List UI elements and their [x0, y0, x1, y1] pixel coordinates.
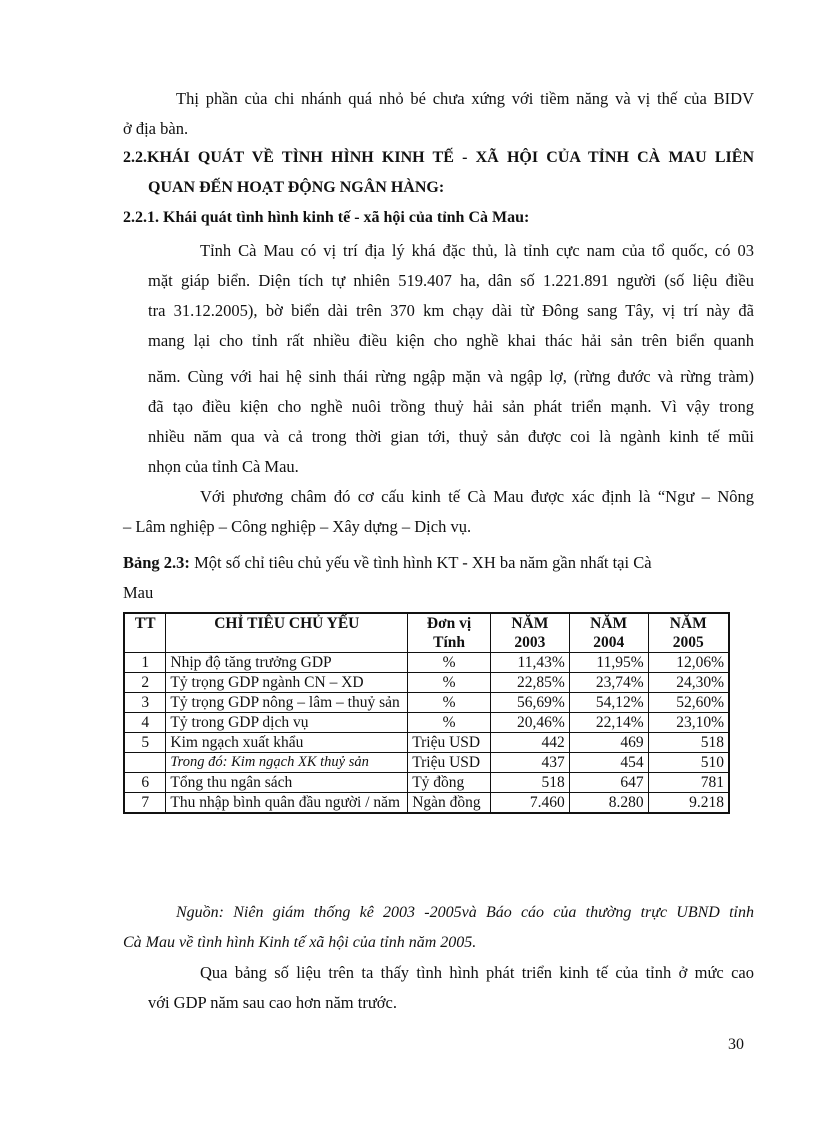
table-row — [124, 713, 729, 733]
cell-2004: 23,74% — [569, 673, 648, 693]
header-tt: TT — [124, 613, 166, 653]
cell-unit: Ngàn đồng — [408, 793, 491, 814]
cell-2005: 510 — [648, 753, 729, 773]
cell-tt — [124, 753, 166, 773]
body1-line-6: đã tạo điều kiện cho nghề nuôi trồng thuỷ hải sản phát triển mạnh. Vì vậy trong — [148, 397, 754, 416]
indicator-table — [123, 612, 730, 814]
header-year-2005: NĂM 2005 — [648, 613, 729, 653]
table-row — [124, 673, 729, 693]
cell-2004: 22,14% — [569, 713, 648, 733]
cell-2005: 52,60% — [648, 693, 729, 713]
table-row — [124, 753, 729, 773]
cell-tt: 4 — [124, 713, 166, 733]
cell-indicator: Tỷ trong GDP dịch vụ — [166, 713, 408, 733]
cell-indicator: Tỷ trọng GDP ngành CN – XD — [166, 673, 408, 693]
cell-2003: 56,69% — [490, 693, 569, 713]
table-caption-label: Bảng 2.3: — [123, 553, 190, 572]
table-caption-line-2: Mau — [123, 583, 154, 602]
intro-line-1: Thị phần của chi nhánh quá nhỏ bé chưa xứng với tiềm năng và vị thế của BIDV — [176, 89, 754, 108]
cell-unit: % — [408, 653, 491, 673]
body1-line-7: nhiều năm qua và cả trong thời gian tới, thuỷ sản được coi là ngành kinh tế mũi — [148, 427, 754, 446]
cell-tt: 5 — [124, 733, 166, 753]
cell-indicator: Thu nhập bình quân đầu người / năm — [166, 793, 408, 814]
cell-tt: 7 — [124, 793, 166, 814]
cell-indicator: Kim ngạch xuất khẩu — [166, 733, 408, 753]
cell-2004: 8.280 — [569, 793, 648, 814]
cell-2005: 12,06% — [648, 653, 729, 673]
cell-2003: 7.460 — [490, 793, 569, 814]
cell-indicator: Nhịp độ tăng trưởng GDP — [166, 653, 408, 673]
cell-2004: 454 — [569, 753, 648, 773]
cell-unit: Tỷ đồng — [408, 773, 491, 793]
body1-line-2: mặt giáp biển. Diện tích tự nhiên 519.407 ha, dân số 1.221.891 người (số liệu điều — [148, 271, 754, 290]
cell-unit: % — [408, 693, 491, 713]
cell-2003: 22,85% — [490, 673, 569, 693]
header-unit: Đơn vị Tính — [408, 613, 491, 653]
cell-2005: 518 — [648, 733, 729, 753]
cell-2005: 24,30% — [648, 673, 729, 693]
body1-line-8: nhọn của tỉnh Cà Mau. — [148, 457, 299, 476]
cell-2004: 647 — [569, 773, 648, 793]
cell-indicator: Tổng thu ngân sách — [166, 773, 408, 793]
body2-line-2: – Lâm nghiệp – Công nghiệp – Xây dựng – Dịch vụ. — [123, 517, 472, 536]
table-row — [124, 733, 729, 753]
cell-2004: 54,12% — [569, 693, 648, 713]
cell-unit: Triệu USD — [408, 753, 491, 773]
cell-tt: 6 — [124, 773, 166, 793]
body1-line-5: năm. Cùng với hai hệ sinh thái rừng ngập mặn và ngập lợ, (rừng đước và rừng tràm) — [148, 367, 754, 386]
cell-tt: 1 — [124, 653, 166, 673]
source-note-line-2: Cà Mau về tình hình Kinh tế xã hội của tỉnh năm 2005. — [123, 934, 477, 951]
cell-2005: 781 — [648, 773, 729, 793]
cell-unit: % — [408, 673, 491, 693]
cell-2005: 23,10% — [648, 713, 729, 733]
table-header-row — [124, 613, 729, 653]
conclusion-line-1: Qua bảng số liệu trên ta thấy tình hình phát triển kinh tế của tỉnh ở mức cao — [200, 963, 754, 982]
cell-2005: 9.218 — [648, 793, 729, 814]
table-row — [124, 693, 729, 713]
body1-line-1: Tỉnh Cà Mau có vị trí địa lý khá đặc thủ, là tỉnh cực nam của tổ quốc, có 03 — [200, 241, 754, 260]
source-note-line-1: Nguồn: Niên giám thống kê 2003 -2005và Báo cáo của thường trực UBND tỉnh — [176, 904, 754, 921]
table-row — [124, 773, 729, 793]
cell-indicator: Trong đó: Kim ngạch XK thuỷ sản — [166, 753, 408, 773]
body2-line-1: Với phương châm đó cơ cấu kinh tế Cà Mau được xác định là “Ngư – Nông — [200, 487, 754, 506]
subsection-heading: 2.2.1. Khái quát tình hình kinh tế - xã hội của tỉnh Cà Mau: — [123, 209, 530, 226]
conclusion-line-2: với GDP năm sau cao hơn năm trước. — [148, 993, 397, 1012]
cell-unit: % — [408, 713, 491, 733]
table-caption-text: Một số chỉ tiêu chủ yếu về tình hình KT - XH ba năm gần nhất tại Cà — [189, 553, 652, 572]
table-caption — [123, 548, 754, 578]
section-heading-line-1: 2.2.KHÁI QUÁT VỀ TÌNH HÌNH KINH TẾ - XÃ HỘI CỦA TỈNH CÀ MAU LIÊN — [123, 149, 754, 166]
table-row — [124, 793, 729, 814]
body1-line-4: mang lại cho tỉnh rất nhiều điều kiện cho nghề khai thác hải sản trên biển quanh — [148, 331, 754, 350]
cell-tt: 3 — [124, 693, 166, 713]
cell-2003: 442 — [490, 733, 569, 753]
header-year-2004: NĂM 2004 — [569, 613, 648, 653]
section-heading-line-2: QUAN ĐẾN HOẠT ĐỘNG NGÂN HÀNG: — [148, 179, 445, 196]
cell-2003: 20,46% — [490, 713, 569, 733]
cell-2003: 437 — [490, 753, 569, 773]
intro-line-2: ở địa bàn. — [123, 119, 189, 138]
cell-tt: 2 — [124, 673, 166, 693]
cell-2003: 11,43% — [490, 653, 569, 673]
cell-unit: Triệu USD — [408, 733, 491, 753]
page-number: 30 — [728, 1036, 744, 1053]
header-indicator: CHỈ TIÊU CHỦ YẾU — [166, 613, 408, 653]
cell-2004: 469 — [569, 733, 648, 753]
header-year-2003: NĂM 2003 — [490, 613, 569, 653]
cell-2003: 518 — [490, 773, 569, 793]
cell-indicator: Tỷ trọng GDP nông – lâm – thuỷ sản — [166, 693, 408, 713]
table-row — [124, 653, 729, 673]
cell-2004: 11,95% — [569, 653, 648, 673]
body1-line-3: tra 31.12.2005), bờ biển dài trên 370 km chạy dài từ Đông sang Tây, vị trí này đã — [148, 301, 754, 320]
